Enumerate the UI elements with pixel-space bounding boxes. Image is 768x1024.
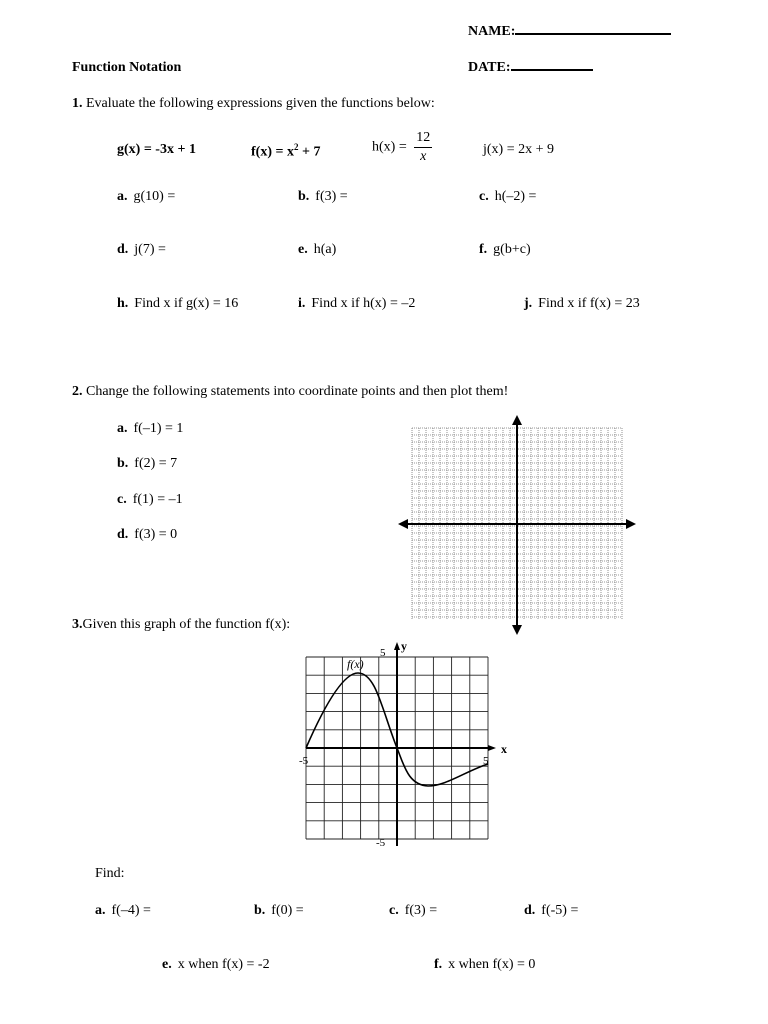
q1-item-c: c. h(–2) = — [479, 189, 537, 204]
q1-item-e: e. h(a) — [298, 242, 337, 257]
h-definition — [372, 131, 432, 164]
blank-coordinate-grid[interactable] — [396, 414, 638, 636]
h-numerator: 12 — [414, 131, 432, 148]
curve-label: f(x) — [347, 657, 364, 671]
q3-item-a: a. f(–4) = — [95, 903, 151, 918]
y-axis-down-arrow-icon — [512, 625, 522, 635]
x-axis-left-arrow-icon — [398, 519, 408, 529]
q2-prompt-text: Change the following statements into coordinate points and then plot them! — [86, 384, 509, 399]
q3-item-e: e. x when f(x) = -2 — [162, 957, 270, 972]
name-label: NAME: — [468, 24, 516, 39]
page-title: Function Notation — [72, 60, 182, 75]
q3-number: 3. — [72, 617, 83, 632]
q3-item-c: c. f(3) = — [389, 903, 438, 918]
y-top-tick-label: 5 — [380, 647, 386, 659]
f-def-rest: + 7 — [298, 144, 321, 160]
h-denominator: x — [420, 149, 427, 164]
g-definition: g(x) = -3x + 1 — [117, 142, 196, 157]
q1-item-d: d. j(7) = — [117, 242, 166, 257]
q2-item-d: d. f(3) = 0 — [117, 527, 178, 542]
function-graph — [296, 640, 516, 850]
y-bottom-tick-label: -5 — [376, 837, 386, 849]
function-graph-y-arrow-icon — [394, 642, 400, 650]
q1-item-b: b. f(3) = — [298, 189, 348, 204]
q2-number: 2. — [72, 384, 83, 399]
x-left-tick-label: -5 — [299, 755, 309, 767]
q2-prompt — [72, 384, 508, 400]
date-label: DATE: — [468, 60, 511, 75]
name-field[interactable] — [468, 24, 671, 40]
q2-item-a: a. f(–1) = 1 — [117, 421, 184, 436]
function-graph-x-arrow-icon — [488, 745, 496, 751]
f-def-base: f(x) = x — [251, 144, 294, 160]
y-axis-up-arrow-icon — [512, 415, 522, 425]
h-fraction — [414, 131, 432, 164]
q1-prompt — [72, 96, 435, 112]
f-definition — [251, 142, 320, 161]
q3-item-f: f. x when f(x) = 0 — [434, 957, 536, 972]
x-right-tick-label: 5 — [483, 755, 489, 767]
date-blank[interactable] — [511, 69, 593, 71]
q1-prompt-text: Evaluate the following expressions given the functions below: — [86, 96, 435, 111]
j-definition: j(x) = 2x + 9 — [483, 142, 555, 157]
q1-item-a: a. g(10) = — [117, 189, 176, 204]
q1-number: 1. — [72, 96, 83, 111]
x-axis-label: x — [501, 742, 507, 756]
q1-item-j: j. Find x if f(x) = 23 — [524, 296, 640, 311]
q2-item-c: c. f(1) = –1 — [117, 492, 183, 507]
q3-item-b: b. f(0) = — [254, 903, 304, 918]
q3-prompt — [72, 617, 290, 633]
find-label: Find: — [95, 866, 125, 881]
h-def-lhs: h(x) = — [372, 139, 407, 155]
q1-item-f: f. g(b+c) — [479, 242, 531, 257]
y-axis-label: y — [401, 640, 407, 653]
q1-item-h: h. Find x if g(x) = 16 — [117, 296, 239, 311]
name-blank[interactable] — [515, 33, 671, 35]
q3-item-d: d. f(-5) = — [524, 903, 579, 918]
f-def-exponent: 2 — [293, 142, 299, 152]
q2-item-b: b. f(2) = 7 — [117, 456, 178, 471]
q3-prompt-text: Given this graph of the function f(x): — [82, 617, 291, 632]
q1-item-i: i. Find x if h(x) = –2 — [298, 296, 416, 311]
x-axis-right-arrow-icon — [626, 519, 636, 529]
date-field[interactable] — [468, 60, 593, 76]
